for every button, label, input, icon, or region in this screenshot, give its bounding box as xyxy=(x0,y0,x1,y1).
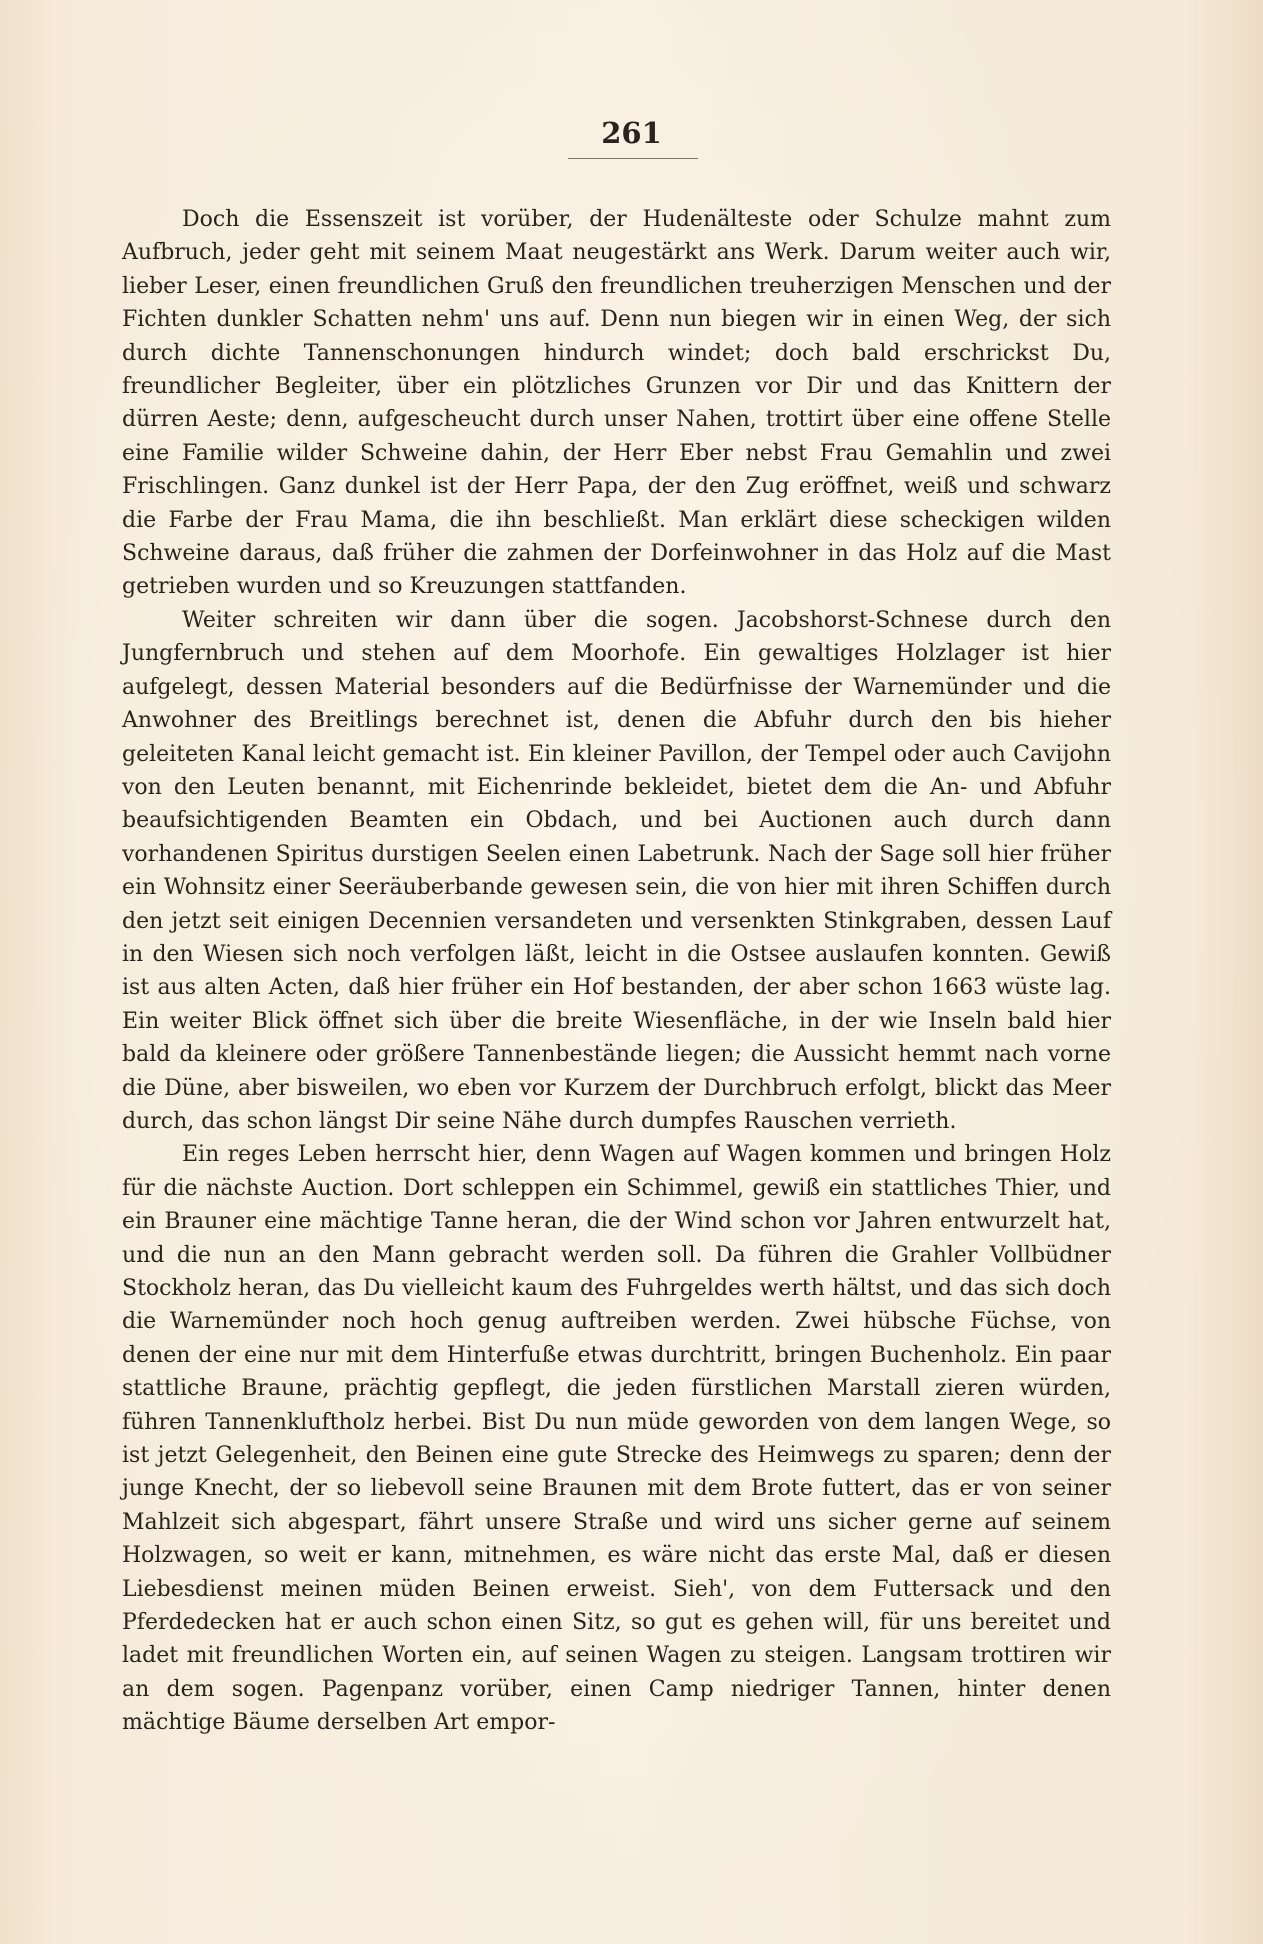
paragraph-1: Doch die Essenszeit ist vorüber, der Hudenälteste oder Schulze mahnt zum Aufbruch, jeder geht mit seinem Maat neugestärkt ans Werk. Darum weiter auch wir, lieber Leser, einen freundlichen Gruß den freundlichen treuherzigen Menschen und der Fichten dunkler Schatten nehm' uns auf. Denn nun biegen wir in einen Weg, der sich durch dichte Tannenschonungen hindurch windet; doch bald erschrickst Du, freundlicher Begleiter, über ein plötzliches Grunzen vor Dir und das Knittern der dürren Aeste; denn, aufgescheucht durch unser Nahen, trottirt über eine offene Stelle eine Familie wilder Schweine dahin, der Herr Eber nebst Frau Gemahlin und zwei Frischlingen. Ganz dunkel ist der Herr Papa, der den Zug eröffnet, weiß und schwarz die Farbe der Frau Mama, die ihn beschließt. Man erklärt diese scheckigen wilden Schweine daraus, daß früher die zahmen der Dorfeinwohner in das Holz auf die Mast getrieben wurden und so Kreuzungen stattfanden. xyxy=(122,207,1111,600)
paragraph-2: Weiter schreiten wir dann über die sogen. Jacobshorst-Schnese durch den Jungfernbruch und stehen auf dem Moorhofe. Ein gewaltiges Holzlager ist hier aufgelegt, dessen Material besonders auf die Bedürfnisse der Warnemünder und die Anwohner des Breitlings berechnet ist, denen die Abfuhr durch den bis hieher geleiteten Kanal leicht gemacht ist. Ein kleiner Pavillon, der Tempel oder auch Cavijohn von den Leuten benannt, mit Eichenrinde bekleidet, bietet dem die An- und Abfuhr beaufsichtigenden Beamten ein Obdach, und bei Auctionen auch durch dann vorhandenen Spiritus durstigen Seelen einen Labetrunk. Nach der Sage soll hier früher ein Wohnsitz einer Seeräuberbande gewesen sein, die von hier mit ihren Schiffen durch den jetzt seit einigen Decennien versandeten und versenkten Stinkgraben, dessen Lauf in den Wiesen sich noch verfolgen läßt, leicht in die Ostsee auslaufen konnten. Gewiß ist aus alten Acten, daß hier früher ein Hof bestanden, der aber schon 1663 wüste lag. Ein weiter Blick öffnet sich über die breite Wiesenfläche, in der wie Inseln bald hier bald da kleinere oder größere Tannenbestände liegen; die Aussicht hemmt nach vorne die Düne, aber bisweilen, wo eben vor Kurzem der Durchbruch erfolgt, blickt das Meer durch, das schon längst Dir seine Nähe durch dumpfes Rauschen verrieth. xyxy=(122,607,1111,1134)
paragraph-3: Ein reges Leben herrscht hier, denn Wagen auf Wagen kommen und bringen Holz für die nächste Auction. Dort schleppen ein Schimmel, gewiß ein stattliches Thier, und ein Brauner eine mächtige Tanne heran, die der Wind schon vor Jahren entwurzelt hat, und die nun an den Mann gebracht werden soll. Da führen die Grahler Vollbüdner Stockholz heran, das Du vielleicht kaum des Fuhrgeldes werth hältst, und das sich doch die Warnemünder noch hoch genug auftreiben werden. Zwei hübsche Füchse, von denen der eine nur mit dem Hinterfuße etwas durchtritt, bringen Buchenholz. Ein paar stattliche Braune, prächtig gepflegt, die jeden fürstlichen Marstall zieren würden, führen Tannenkluftholz herbei. Bist Du nun müde geworden von dem langen Wege, so ist jetzt Gelegenheit, den Beinen eine gute Strecke des Heimwegs zu sparen; denn der junge Knecht, der so liebevoll seine Braunen mit dem Brote futtert, das er von seiner Mahlzeit sich abgespart, fährt unsere Straße und wird uns sicher gerne auf seinem Holzwagen, so weit er kann, mitnehmen, es wäre nicht das erste Mal, daß er diesen Liebesdienst meinen müden Beinen erweist. Sieh', von dem Futtersack und den Pferdedecken hat er auch schon einen Sitz, so gut es gehen will, für uns bereitet und ladet mit freundlichen Worten ein, auf seinen Wagen zu steigen. Langsam trottiren wir an dem sogen. Pagenpanz vorüber, einen Camp niedriger Tannen, hinter denen mächtige Bäume derselben Art empor- xyxy=(122,1142,1111,1736)
body-text xyxy=(122,203,1111,1740)
header-rule xyxy=(568,158,698,159)
page-number: 261 xyxy=(601,116,662,150)
